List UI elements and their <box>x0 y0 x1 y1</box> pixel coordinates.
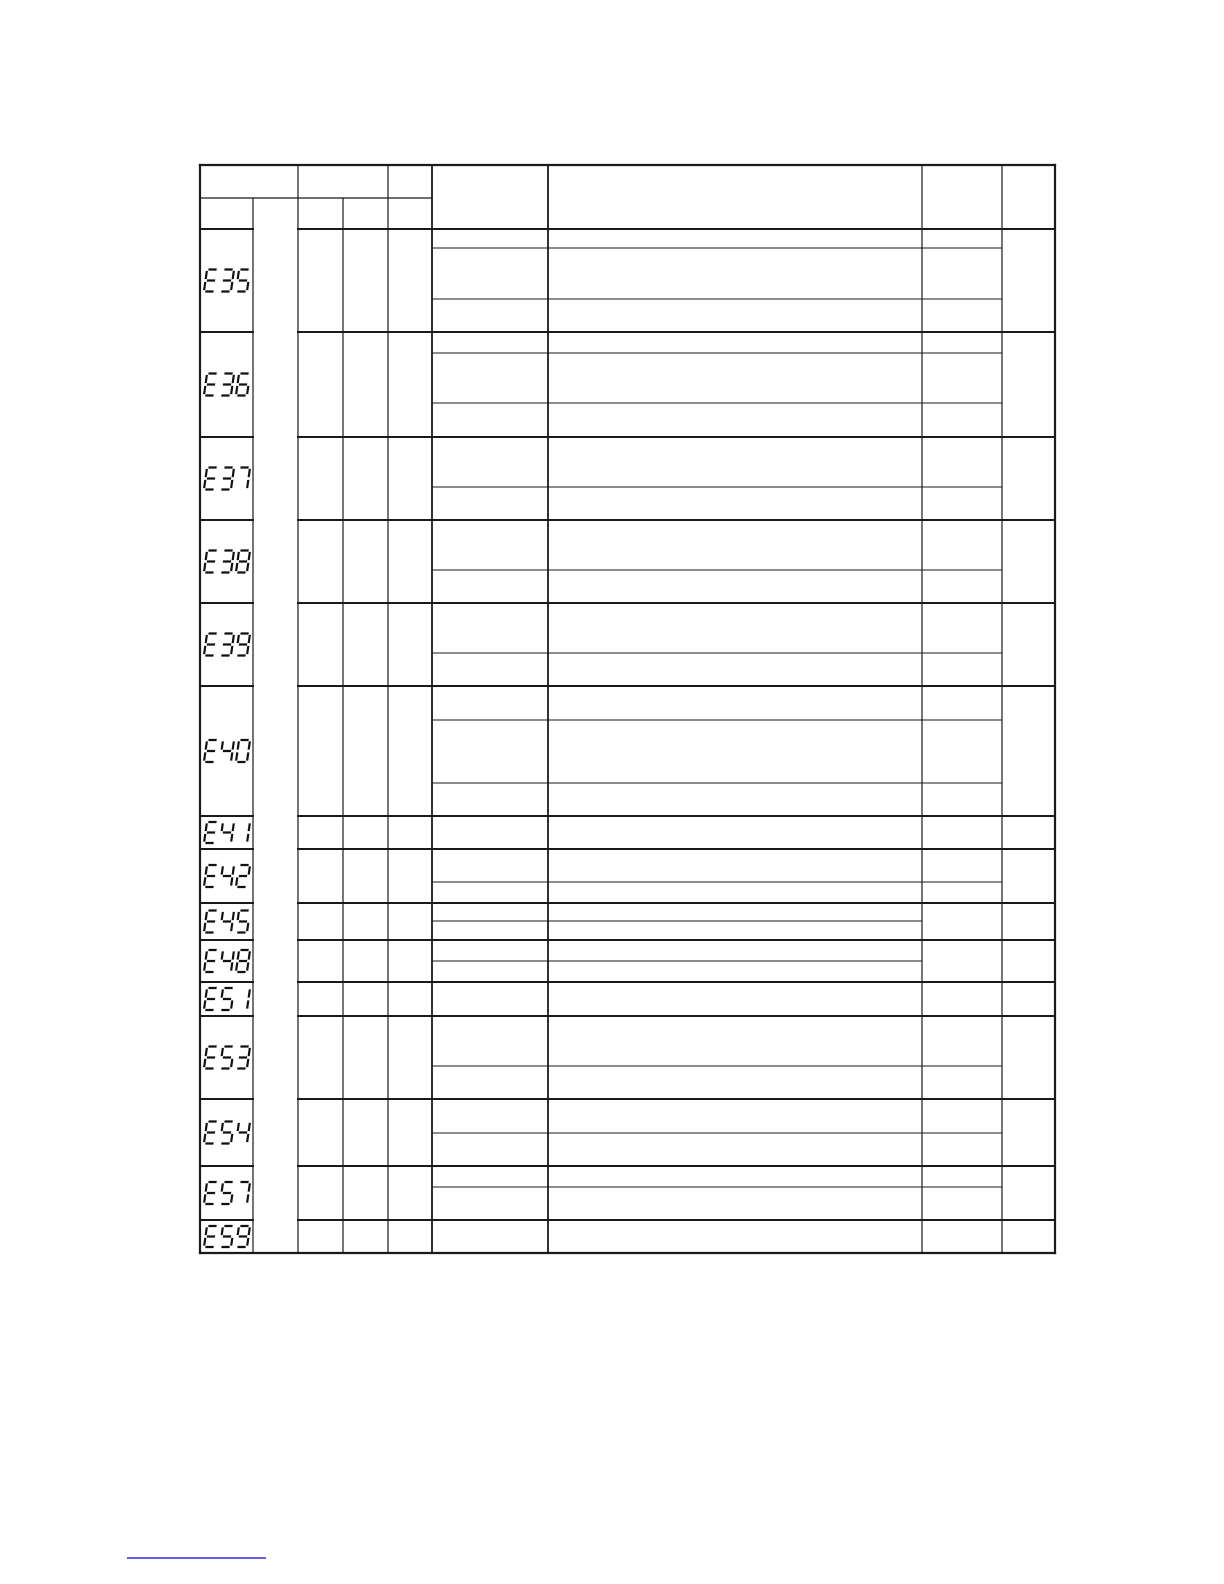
code-segment <box>238 553 239 559</box>
code-segment <box>206 825 207 831</box>
code-segment <box>238 376 239 382</box>
code-segment <box>206 1124 207 1130</box>
code-segment <box>247 1060 248 1066</box>
code-segment <box>238 913 239 919</box>
error-code-e48 <box>204 950 250 972</box>
code-segment <box>238 1229 239 1235</box>
code-segment <box>222 868 223 874</box>
code-segment <box>204 1239 205 1245</box>
code-segment <box>231 1060 232 1066</box>
code-segment <box>231 387 232 393</box>
code-segment <box>247 835 248 841</box>
code-segment <box>231 1135 232 1141</box>
code-segment <box>249 1185 250 1191</box>
code-segment <box>204 835 205 841</box>
code-segment <box>222 743 223 749</box>
code-segment <box>233 376 234 382</box>
error-code-e42 <box>204 865 250 887</box>
code-segment <box>233 868 234 874</box>
code-segment <box>231 1196 232 1202</box>
code-segment <box>247 924 248 930</box>
code-segment <box>206 1185 207 1191</box>
code-segment <box>204 754 205 760</box>
code-segment <box>231 564 232 570</box>
code-segment <box>231 924 232 930</box>
code-segment <box>247 964 248 970</box>
code-segment <box>249 1124 250 1130</box>
error-code-e53 <box>204 1047 250 1069</box>
code-segment <box>236 754 237 760</box>
code-segment <box>231 754 232 760</box>
code-segment <box>204 1135 205 1141</box>
code-segment <box>233 953 234 959</box>
code-segment <box>249 636 250 642</box>
code-segment <box>204 879 205 885</box>
code-segment <box>206 553 207 559</box>
code-segment <box>238 1124 239 1130</box>
code-segment <box>236 964 237 970</box>
error-code-e37 <box>204 468 250 490</box>
error-code-e45 <box>204 911 250 933</box>
code-segment <box>206 1229 207 1235</box>
code-segment <box>233 636 234 642</box>
code-segment <box>233 272 234 278</box>
code-segment <box>204 387 205 393</box>
code-segment <box>233 470 234 476</box>
code-segment <box>222 1124 223 1130</box>
code-segment <box>206 636 207 642</box>
code-segment <box>249 743 250 749</box>
code-segment <box>222 913 223 919</box>
code-segment <box>249 1049 250 1055</box>
code-segment <box>206 272 207 278</box>
code-segment <box>206 376 207 382</box>
code-segment <box>249 953 250 959</box>
code-segment <box>204 964 205 970</box>
code-segment <box>204 564 205 570</box>
code-segment <box>233 743 234 749</box>
code-segment <box>249 868 250 874</box>
code-segment <box>247 1002 248 1008</box>
error-code-e40 <box>204 740 250 762</box>
code-segment <box>222 1049 223 1055</box>
error-code-e54 <box>204 1122 250 1144</box>
code-segment <box>238 743 239 749</box>
code-segment <box>249 470 250 476</box>
code-segment <box>231 835 232 841</box>
code-segment <box>231 1002 232 1008</box>
code-segment <box>238 953 239 959</box>
code-segment <box>231 481 232 487</box>
code-segment <box>249 553 250 559</box>
code-segment <box>249 1229 250 1235</box>
code-segment <box>233 553 234 559</box>
code-segment <box>204 481 205 487</box>
code-segment <box>247 754 248 760</box>
code-segment <box>249 991 250 997</box>
code-segment <box>233 825 234 831</box>
code-segment <box>231 647 232 653</box>
code-segment <box>206 1049 207 1055</box>
code-segment <box>233 913 234 919</box>
error-code-e59 <box>204 1226 250 1247</box>
code-segment <box>236 879 237 885</box>
code-segment <box>206 991 207 997</box>
code-segment <box>236 564 237 570</box>
code-segment <box>247 1239 248 1245</box>
error-code-e36 <box>204 374 250 396</box>
code-segment <box>247 387 248 393</box>
code-segment <box>222 1229 223 1235</box>
code-segment <box>206 953 207 959</box>
error-code-e51 <box>204 988 250 1010</box>
code-segment <box>247 564 248 570</box>
code-segment <box>204 924 205 930</box>
code-segment <box>206 868 207 874</box>
error-code-e57 <box>204 1182 250 1204</box>
code-segment <box>247 481 248 487</box>
error-code-e35 <box>204 270 250 292</box>
code-segment <box>247 283 248 289</box>
code-segment <box>204 283 205 289</box>
code-segment <box>231 1239 232 1245</box>
code-segment <box>247 1196 248 1202</box>
code-segment <box>222 991 223 997</box>
code-segment <box>236 387 237 393</box>
error-code-e41 <box>204 822 250 843</box>
code-segment <box>204 647 205 653</box>
code-segment <box>222 1185 223 1191</box>
code-segment <box>238 636 239 642</box>
code-segment <box>247 647 248 653</box>
code-segment <box>206 470 207 476</box>
code-segment <box>206 743 207 749</box>
code-segment <box>249 825 250 831</box>
code-segment <box>204 1196 205 1202</box>
code-segment <box>231 283 232 289</box>
code-segment <box>222 825 223 831</box>
error-code-e39 <box>204 634 250 656</box>
error-code-e38 <box>204 551 250 573</box>
code-segment <box>247 1135 248 1141</box>
code-segment <box>204 1060 205 1066</box>
code-segment <box>206 913 207 919</box>
code-segment <box>204 1002 205 1008</box>
code-segment <box>222 953 223 959</box>
code-segment <box>231 964 232 970</box>
code-segment <box>238 272 239 278</box>
code-segment <box>231 879 232 885</box>
